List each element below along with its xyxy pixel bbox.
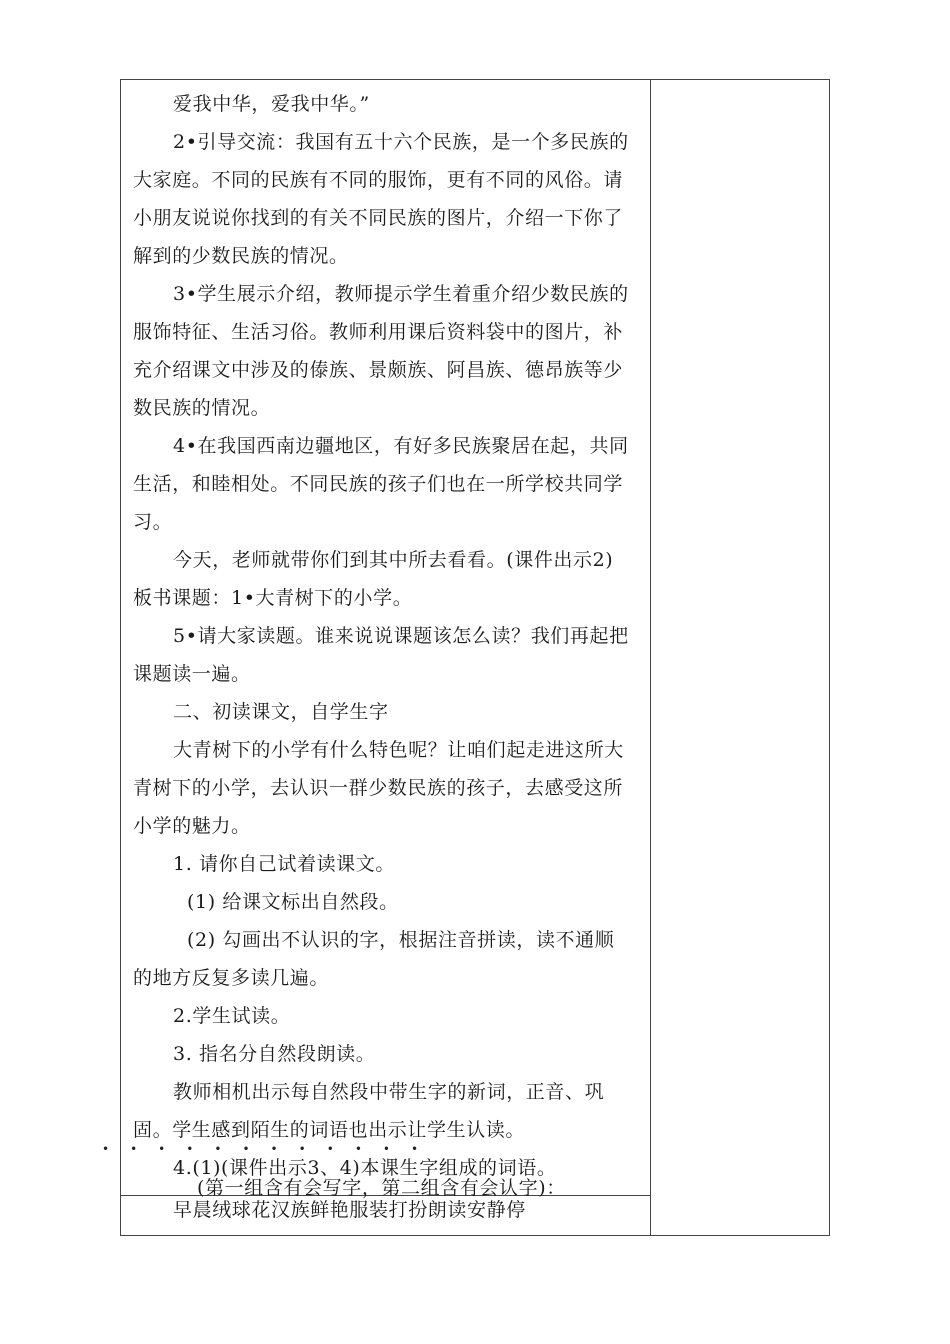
text-line: 1. 请你自己试着读课文。 [173,853,395,875]
text-line: 教师相机出示每自然段中带生字的新词，正音、巩 [173,1081,605,1103]
text-line: 5•请大家读题。谁来说说课题该怎么读？我们再起把 [173,625,629,647]
text-line: 习。 [133,511,173,533]
text-line: 4•在我国西南边疆地区，有好多民族聚居在起，共同 [173,435,629,457]
lesson-table [120,79,830,1236]
text-line: 大青树下的小学有什么特色呢？让咱们起走进这所大 [173,739,624,761]
text-line: 3. 指名分自然段朗读。 [173,1043,376,1065]
text-line: 固。学生感到陌生的词语也出示让学生认读。 [133,1119,526,1141]
text-line: 2.学生试读。 [173,1005,291,1027]
text-line: 3•学生展示介绍，教师提示学生着重介绍少数民族的 [173,283,629,305]
text-line: 充介绍课文中涉及的傣族、景颇族、阿昌族、德昂族等少 [133,359,624,381]
vocab-line: 早晨绒球花汉族鲜艳服装打扮朗读安静停 [173,1199,526,1221]
text-line: (第一组含有会写字，第二组含有会认字)： [197,1177,566,1199]
text-line: 爱我中华，爱我中华。” [173,93,370,115]
text-line: 解到的少数民族的情况。 [133,245,349,267]
emphasis-dots: • • • • • • • • • • • • [102,1142,427,1156]
text-line: 大家庭。不同的民族有不同的服饰，更有不同的风俗。请 [133,169,624,191]
text-line: 2•引导交流：我国有五十六个民族，是一个多民族的 [173,131,629,153]
text-line: 小学的魅力。 [133,815,251,837]
text-line: 的地方反复多读几遍。 [133,967,330,989]
text-line: 板书课题：1•大青树下的小学。 [133,587,413,609]
text-line: 今天，老师就带你们到其中所去看看。(课件出示2) [173,549,614,571]
text-line: 数民族的情况。 [133,397,271,419]
text-line: 课题读一遍。 [133,663,251,685]
section-heading: 二、初读课文，自学生字 [173,701,389,723]
text-line: 4.(1)(课件出示3、4)本课生字组成的词语。 [173,1157,557,1179]
text-line: 服饰特征、生活习俗。教师利用课后资料袋中的图片，补 [133,321,624,343]
column-divider [650,80,651,1235]
text-line: 青树下的小学，去认识一群少数民族的孩子，去感受这所 [133,777,624,799]
text-line: 生活，和睦相处。不同民族的孩子们也在一所学校共同学 [133,473,624,495]
text-line: (2) 勾画出不认识的字，根据注音拼读，读不通顺 [187,929,615,951]
text-line: 小朋友说说你找到的有关不同民族的图片，介绍一下你了 [133,207,624,229]
text-line: (1) 给课文标出自然段。 [187,891,399,913]
